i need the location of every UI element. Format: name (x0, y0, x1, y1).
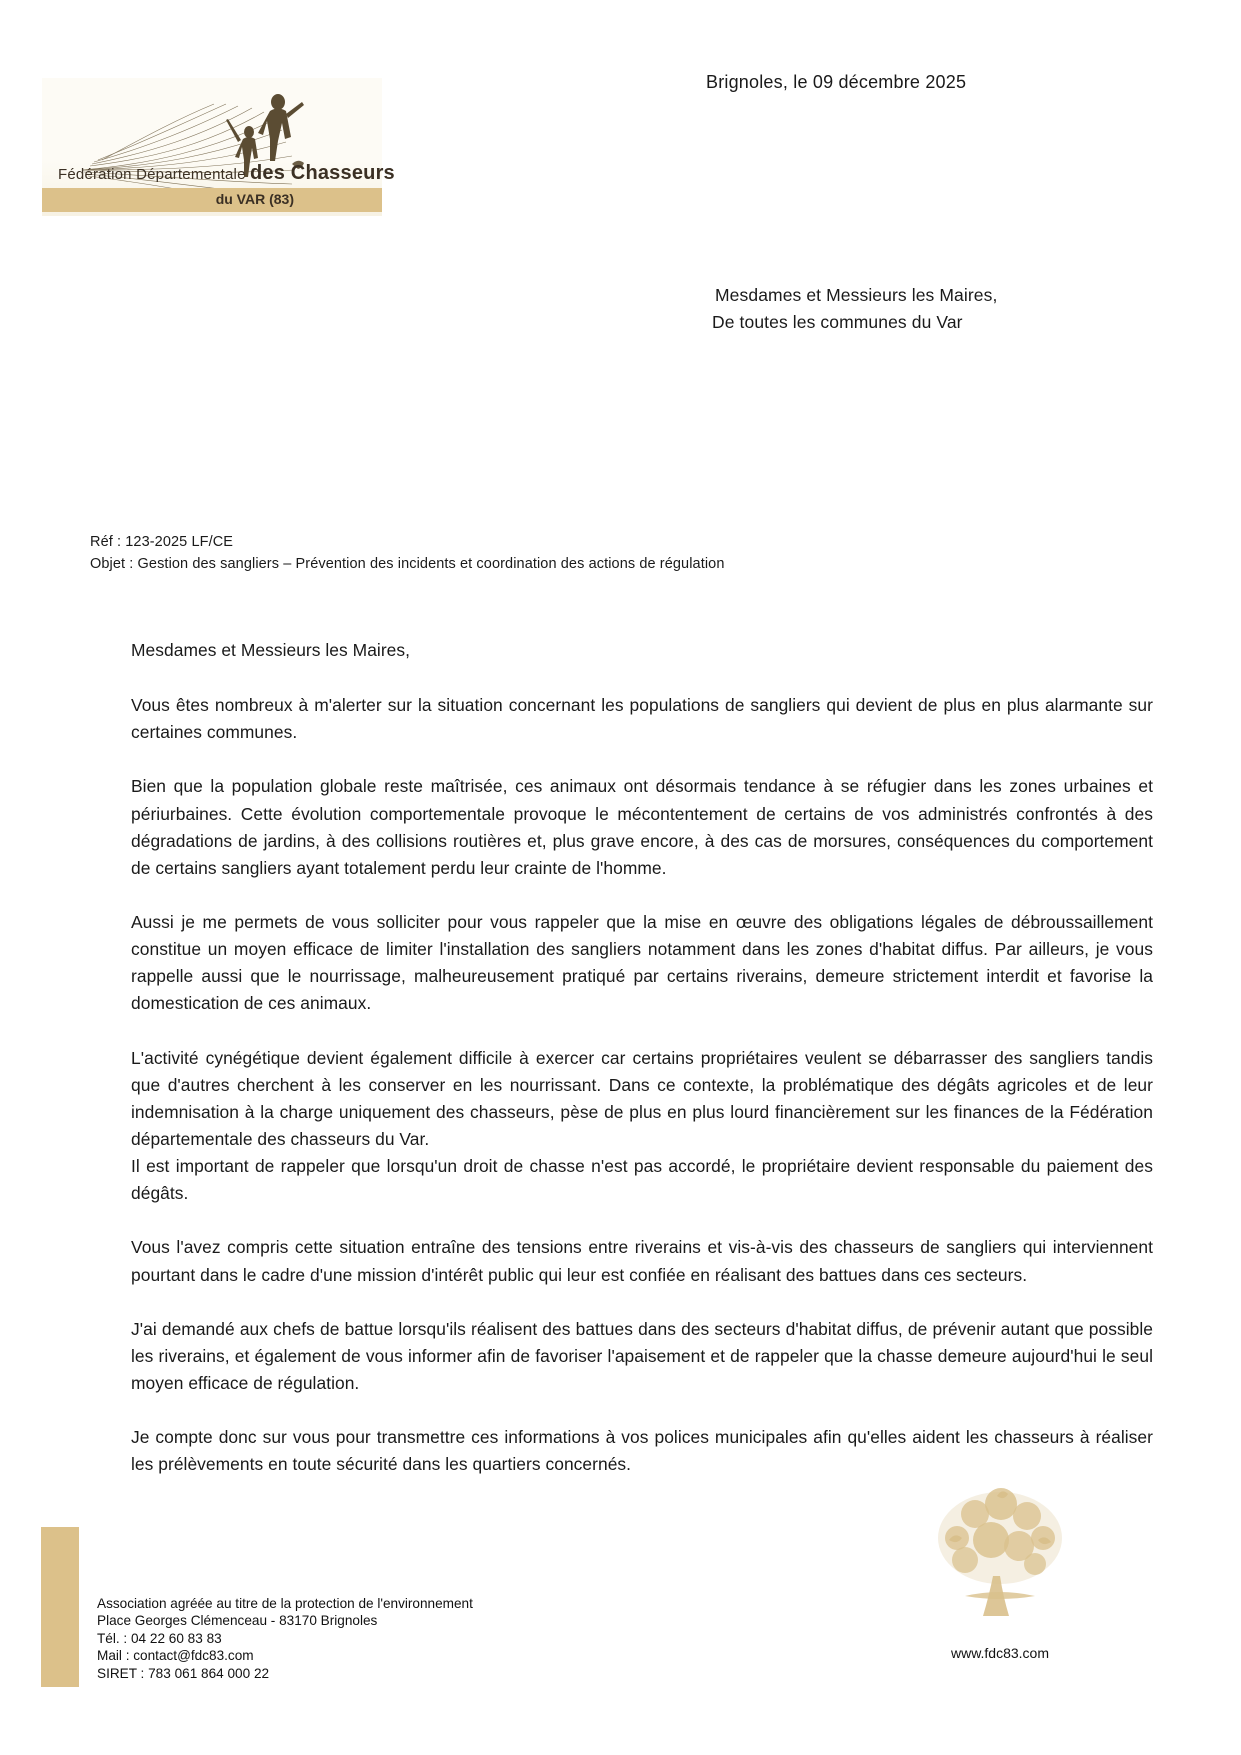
logo-title-bold: des Chasseurs (249, 162, 395, 184)
reference-number: Réf : 123-2025 LF/CE (90, 534, 234, 550)
body-paragraph: Vous l'avez compris cette situation entraîne des tensions entre riverains et vis-à-vis des chasseurs de sangliers qui interviennent pourtant dans le cadre d'une mission d'intérêt public qui leur est confiée en réalisant des battues dans ces secteurs. (131, 1237, 1153, 1285)
body-paragraph: J'ai demandé aux chefs de battue lorsqu'ils réalisent des battues dans des secteurs d'habitat diffus, de prévenir autant que possible les riverains, et également de vous informer afin de favoriser l'apaisement et de rappeler que la chasse demeure aujourd'hui le seul moyen efficace de régulation. (131, 1318, 1153, 1393)
logo-title-light: Fédération Départementale (58, 166, 250, 183)
footer-line-phone: Tél. : 04 22 60 83 83 (97, 1630, 222, 1646)
footer-line-mail: Mail : contact@fdc83.com (97, 1648, 254, 1664)
addressee-block (712, 282, 997, 336)
organization-logo (42, 78, 395, 216)
logo-title (58, 162, 395, 185)
body-paragraph: Aussi je me permets de vous solliciter pour vous rappeler que la mise en œuvre des obligations légales de débroussaillement constitue un moyen efficace de limiter l'installation des sangliers notamment dans les zones d'habitat diffus. Par ailleurs, je vous rappelle aussi que le nourrissage, malheureusement pratiqué par certains riverains, demeure strictement interdit et favorise la domestication de ces animaux. (131, 911, 1153, 1014)
logo-bar-label: du VAR (83) (215, 191, 294, 207)
body-paragraph: Bien que la population globale reste maîtrisée, ces animaux ont désormais tendance à se réfugier dans les zones urbaines et périurbaines. Cette évolution comportementale provoque le mécontentement de certains de vos administrés confrontés à des dégradations de jardins, à des collisions routières et, plus grave encore, à des cas de morsures, conséquences du comportement de certains sangliers ayant totalement perdu leur crainte de l'homme. (131, 776, 1153, 878)
footer-line-siret: SIRET : 783 061 864 000 22 (97, 1665, 270, 1681)
reference-block (90, 532, 724, 576)
date-line: Brignoles, le 09 décembre 2025 (706, 72, 967, 92)
footer-line-association: Association agréée au titre de la protection de l'environnement (97, 1596, 473, 1611)
addressee-line-2: De toutes les communes du Var (712, 312, 963, 333)
salutation: Mesdames et Messieurs les Maires, (131, 640, 411, 660)
body-paragraph: Il est important de rappeler que lorsqu'un droit de chasse n'est pas accordé, le propriétaire devient responsable du paiement des dégâts. (131, 1156, 1153, 1204)
body-paragraph: L'activité cynégétique devient également difficile à exercer car certains propriétaires veulent se débarrasser des sangliers tandis que d'autres cherchent à les conserver en les nourrissant. Dans ce contexte, la problématique des dégâts agricoles et de leur indemnisation à la charge uniquement des chasseurs, pèse de plus en plus lourd financièrement sur les finances de la Fédération départementale des chasseurs du Var. (131, 1047, 1153, 1149)
footer-line-address: Place Georges Clémenceau - 83170 Brignoles (97, 1613, 378, 1629)
logo-accent-bar (42, 188, 382, 212)
footer-website[interactable]: www.fdc83.com (950, 1645, 1050, 1661)
addressee-line-1: Mesdames et Messieurs les Maires, (715, 285, 998, 305)
footer-accent-bar (41, 1527, 79, 1687)
body-paragraph: Je compte donc sur vous pour transmettre ces informations à vos polices municipales afin qu'elles aident les chasseurs à réaliser les prélèvements en toute sécurité dans les quartiers concernés. (131, 1427, 1153, 1475)
letter-body (131, 637, 1153, 1505)
footer-contact-block (97, 1595, 473, 1682)
tree-wildlife-icon (905, 1480, 1095, 1630)
body-paragraph: Vous êtes nombreux à m'alerter sur la situation concernant les populations de sangliers qui devient de plus en plus alarmante sur certaines communes. (131, 695, 1153, 743)
subject-line: Objet : Gestion des sangliers – Prévention des incidents et coordination des actions de régulation (90, 555, 725, 572)
